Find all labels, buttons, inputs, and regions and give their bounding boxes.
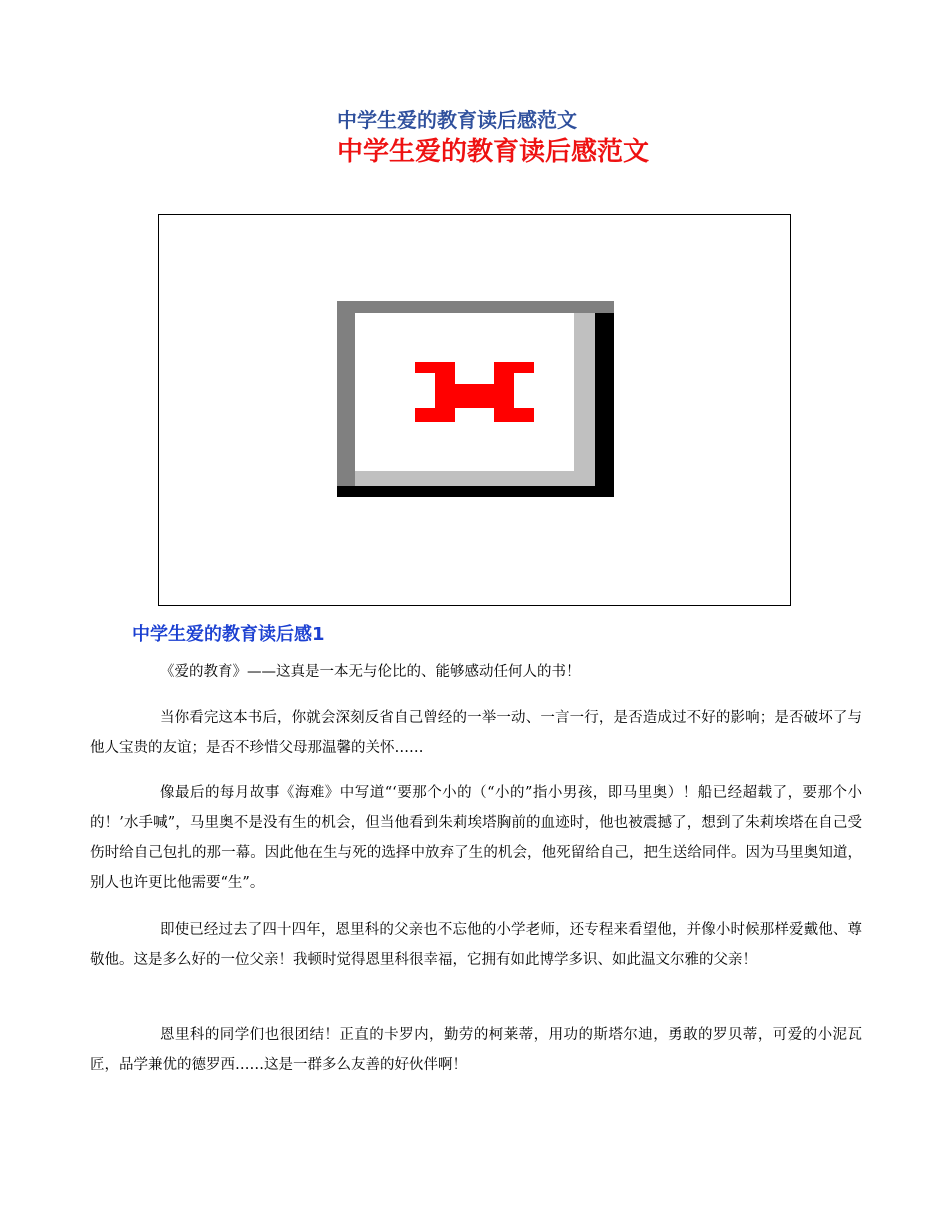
paragraph-1: 《爱的教育》——这真是一本无与伦比的、能够感动任何人的书！ bbox=[160, 664, 581, 680]
document-title-small: 中学生爱的教育读后感范文 bbox=[337, 108, 577, 132]
document-title-large: 中学生爱的教育读后感范文 bbox=[337, 137, 650, 167]
paragraph-5: 恩里科的同学们也很团结！正直的卡罗内，勤劳的柯莱蒂，用功的斯塔尔迪，勇敢的罗贝蒂，可爱的小泥瓦匠，品学兼优的德罗西……这是一群多么友善的好伙伴啊！ bbox=[90, 1027, 862, 1073]
image-placeholder-frame bbox=[158, 214, 791, 606]
paragraph-3: 像最后的每月故事《海难》中写道“‘要那个小的（“小的”指小男孩，即马里奥）！船已经超载了，要那个小的！’水手喊”，马里奥不是没有生的机会，但当他看到朱莉埃塔胸前的血迹时，他也被震撼了，想到了朱莉埃塔在自己受伤时给自己包扎的那一幕。因此他在生与死的选择中放弃了生的机会，他死留给自己，把生送给同伴。因为马里奥知道，别人也许更比他需要“生”。 bbox=[90, 785, 862, 891]
section-heading: 中学生爱的教育读后感1 bbox=[132, 624, 325, 645]
broken-image-icon bbox=[337, 301, 614, 497]
paragraph-4: 即使已经过去了四十四年，恩里科的父亲也不忘他的小学老师，还专程来看望他，并像小时候那样爱戴他、尊敬他。这是多么好的一位父亲！我顿时觉得恩里科很幸福，它拥有如此博学多识、如此温文尔雅的父亲！ bbox=[90, 922, 862, 968]
paragraph-2: 当你看完这本书后，你就会深刻反省自己曾经的一举一动、一言一行，是否造成过不好的影响；是否破坏了与他人宝贵的友谊；是否不珍惜父母那温馨的关怀…… bbox=[90, 710, 862, 756]
